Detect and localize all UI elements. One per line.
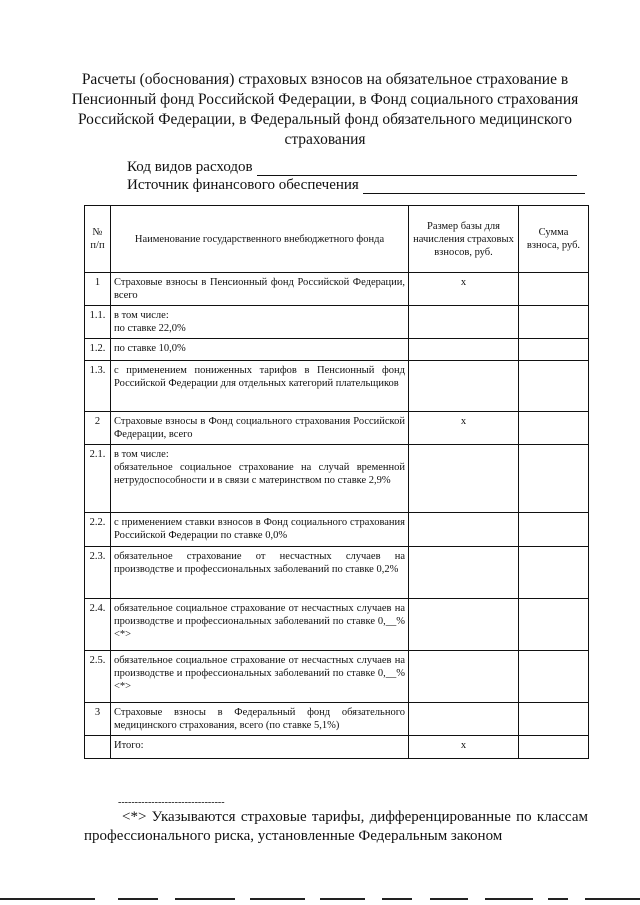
funding-source-blank[interactable] — [363, 193, 585, 194]
row-sum-cell[interactable] — [519, 306, 589, 339]
row-num-cell: 1.2. — [85, 339, 111, 361]
row-name-cell: в том числе: обязательное социальное страхование на случай временной нетрудоспособности и в связи с материнством по ставке 2,9% — [111, 445, 409, 513]
row-base-cell[interactable] — [409, 445, 519, 513]
row-base-cell[interactable] — [409, 513, 519, 547]
row-num-cell: 2.1. — [85, 445, 111, 513]
document-title: Расчеты (обоснования) страховых взносов на обязательное страхование в Пенсионный фонд Российской Федерации, в Фонд социального страхования Российской Федерации, в Федеральный фонд обязательного медицинского страхования — [71, 71, 579, 148]
expense-code-row — [127, 158, 577, 176]
row-num-cell: 2 — [85, 412, 111, 445]
row-base-cell[interactable]: x — [409, 273, 519, 306]
table-row — [85, 306, 589, 339]
expense-code-label: Код видов расходов — [127, 159, 253, 175]
row-num-cell — [85, 736, 111, 759]
table-row — [85, 273, 589, 306]
row-name-cell: Страховые взносы в Пенсионный фонд Российской Федерации, всего — [111, 273, 409, 306]
row-sum-cell[interactable] — [519, 412, 589, 445]
row-sum-cell[interactable] — [519, 273, 589, 306]
table-row — [85, 513, 589, 547]
row-name-cell: в том числе: по ставке 22,0% — [111, 306, 409, 339]
row-name-cell: с применением ставки взносов в Фонд социального страхования Российской Федерации по ставке 0,0% — [111, 513, 409, 547]
row-name-cell: обязательное социальное страхование от несчастных случаев на производстве и профессиональных заболеваний по ставке 0,__% <*> — [111, 651, 409, 703]
row-sum-cell[interactable] — [519, 599, 589, 651]
table-row — [85, 412, 589, 445]
row-sum-cell[interactable] — [519, 651, 589, 703]
table-row — [85, 703, 589, 736]
contributions-table — [84, 205, 589, 759]
table-row — [85, 445, 589, 513]
table-row — [85, 736, 589, 759]
row-name-cell: Страховые взносы в Федеральный фонд обязательного медицинского страхования, всего (по ставке 5,1%) — [111, 703, 409, 736]
row-base-cell[interactable] — [409, 703, 519, 736]
row-name-cell: Итого: — [111, 736, 409, 759]
row-sum-cell[interactable] — [519, 513, 589, 547]
table-row — [85, 361, 589, 412]
row-base-cell[interactable] — [409, 599, 519, 651]
row-base-cell[interactable]: x — [409, 412, 519, 445]
header-base: Размер базы для начисления страховых взносов, руб. — [409, 206, 519, 273]
row-num-cell: 2.4. — [85, 599, 111, 651]
funding-source-row — [127, 176, 585, 194]
table-header-row — [85, 206, 589, 273]
row-num-cell: 2.3. — [85, 547, 111, 599]
row-num-cell: 3 — [85, 703, 111, 736]
row-name-cell: с применением пониженных тарифов в Пенсионный фонд Российской Федерации для отдельных категорий плательщиков — [111, 361, 409, 412]
row-base-cell[interactable] — [409, 306, 519, 339]
row-base-cell[interactable] — [409, 339, 519, 361]
table-row — [85, 339, 589, 361]
table-row — [85, 599, 589, 651]
row-sum-cell[interactable] — [519, 361, 589, 412]
table-row — [85, 651, 589, 703]
row-base-cell[interactable] — [409, 651, 519, 703]
footnote-separator: -------------------------------- — [118, 797, 225, 808]
row-name-cell: по ставке 10,0% — [111, 339, 409, 361]
row-base-cell[interactable]: x — [409, 736, 519, 759]
row-sum-cell[interactable] — [519, 445, 589, 513]
row-sum-cell[interactable] — [519, 736, 589, 759]
row-sum-cell[interactable] — [519, 547, 589, 599]
row-base-cell[interactable] — [409, 361, 519, 412]
row-name-cell: обязательное страхование от несчастных случаев на производстве и профессиональных заболеваний по ставке 0,2% — [111, 547, 409, 599]
footnote-text: <*> Указываются страховые тарифы, дифференцированные по классам профессионального риска, установленные Федеральным законом — [84, 809, 588, 844]
row-num-cell: 1.3. — [85, 361, 111, 412]
scan-artifact-line — [0, 898, 640, 902]
row-num-cell: 1.1. — [85, 306, 111, 339]
row-name-cell: обязательное социальное страхование от несчастных случаев на производстве и профессиональных заболеваний по ставке 0,__% <*> — [111, 599, 409, 651]
header-num: № п/п — [85, 206, 111, 273]
row-base-cell[interactable] — [409, 547, 519, 599]
row-num-cell: 2.5. — [85, 651, 111, 703]
row-sum-cell[interactable] — [519, 339, 589, 361]
row-name-cell: Страховые взносы в Фонд социального страхования Российской Федерации, всего — [111, 412, 409, 445]
header-name: Наименование государственного внебюджетного фонда — [111, 206, 409, 273]
row-num-cell: 2.2. — [85, 513, 111, 547]
table-row — [85, 547, 589, 599]
header-sum: Сумма взноса, руб. — [519, 206, 589, 273]
funding-source-label: Источник финансового обеспечения — [127, 177, 359, 193]
row-sum-cell[interactable] — [519, 703, 589, 736]
footnote — [84, 808, 588, 846]
row-num-cell: 1 — [85, 273, 111, 306]
